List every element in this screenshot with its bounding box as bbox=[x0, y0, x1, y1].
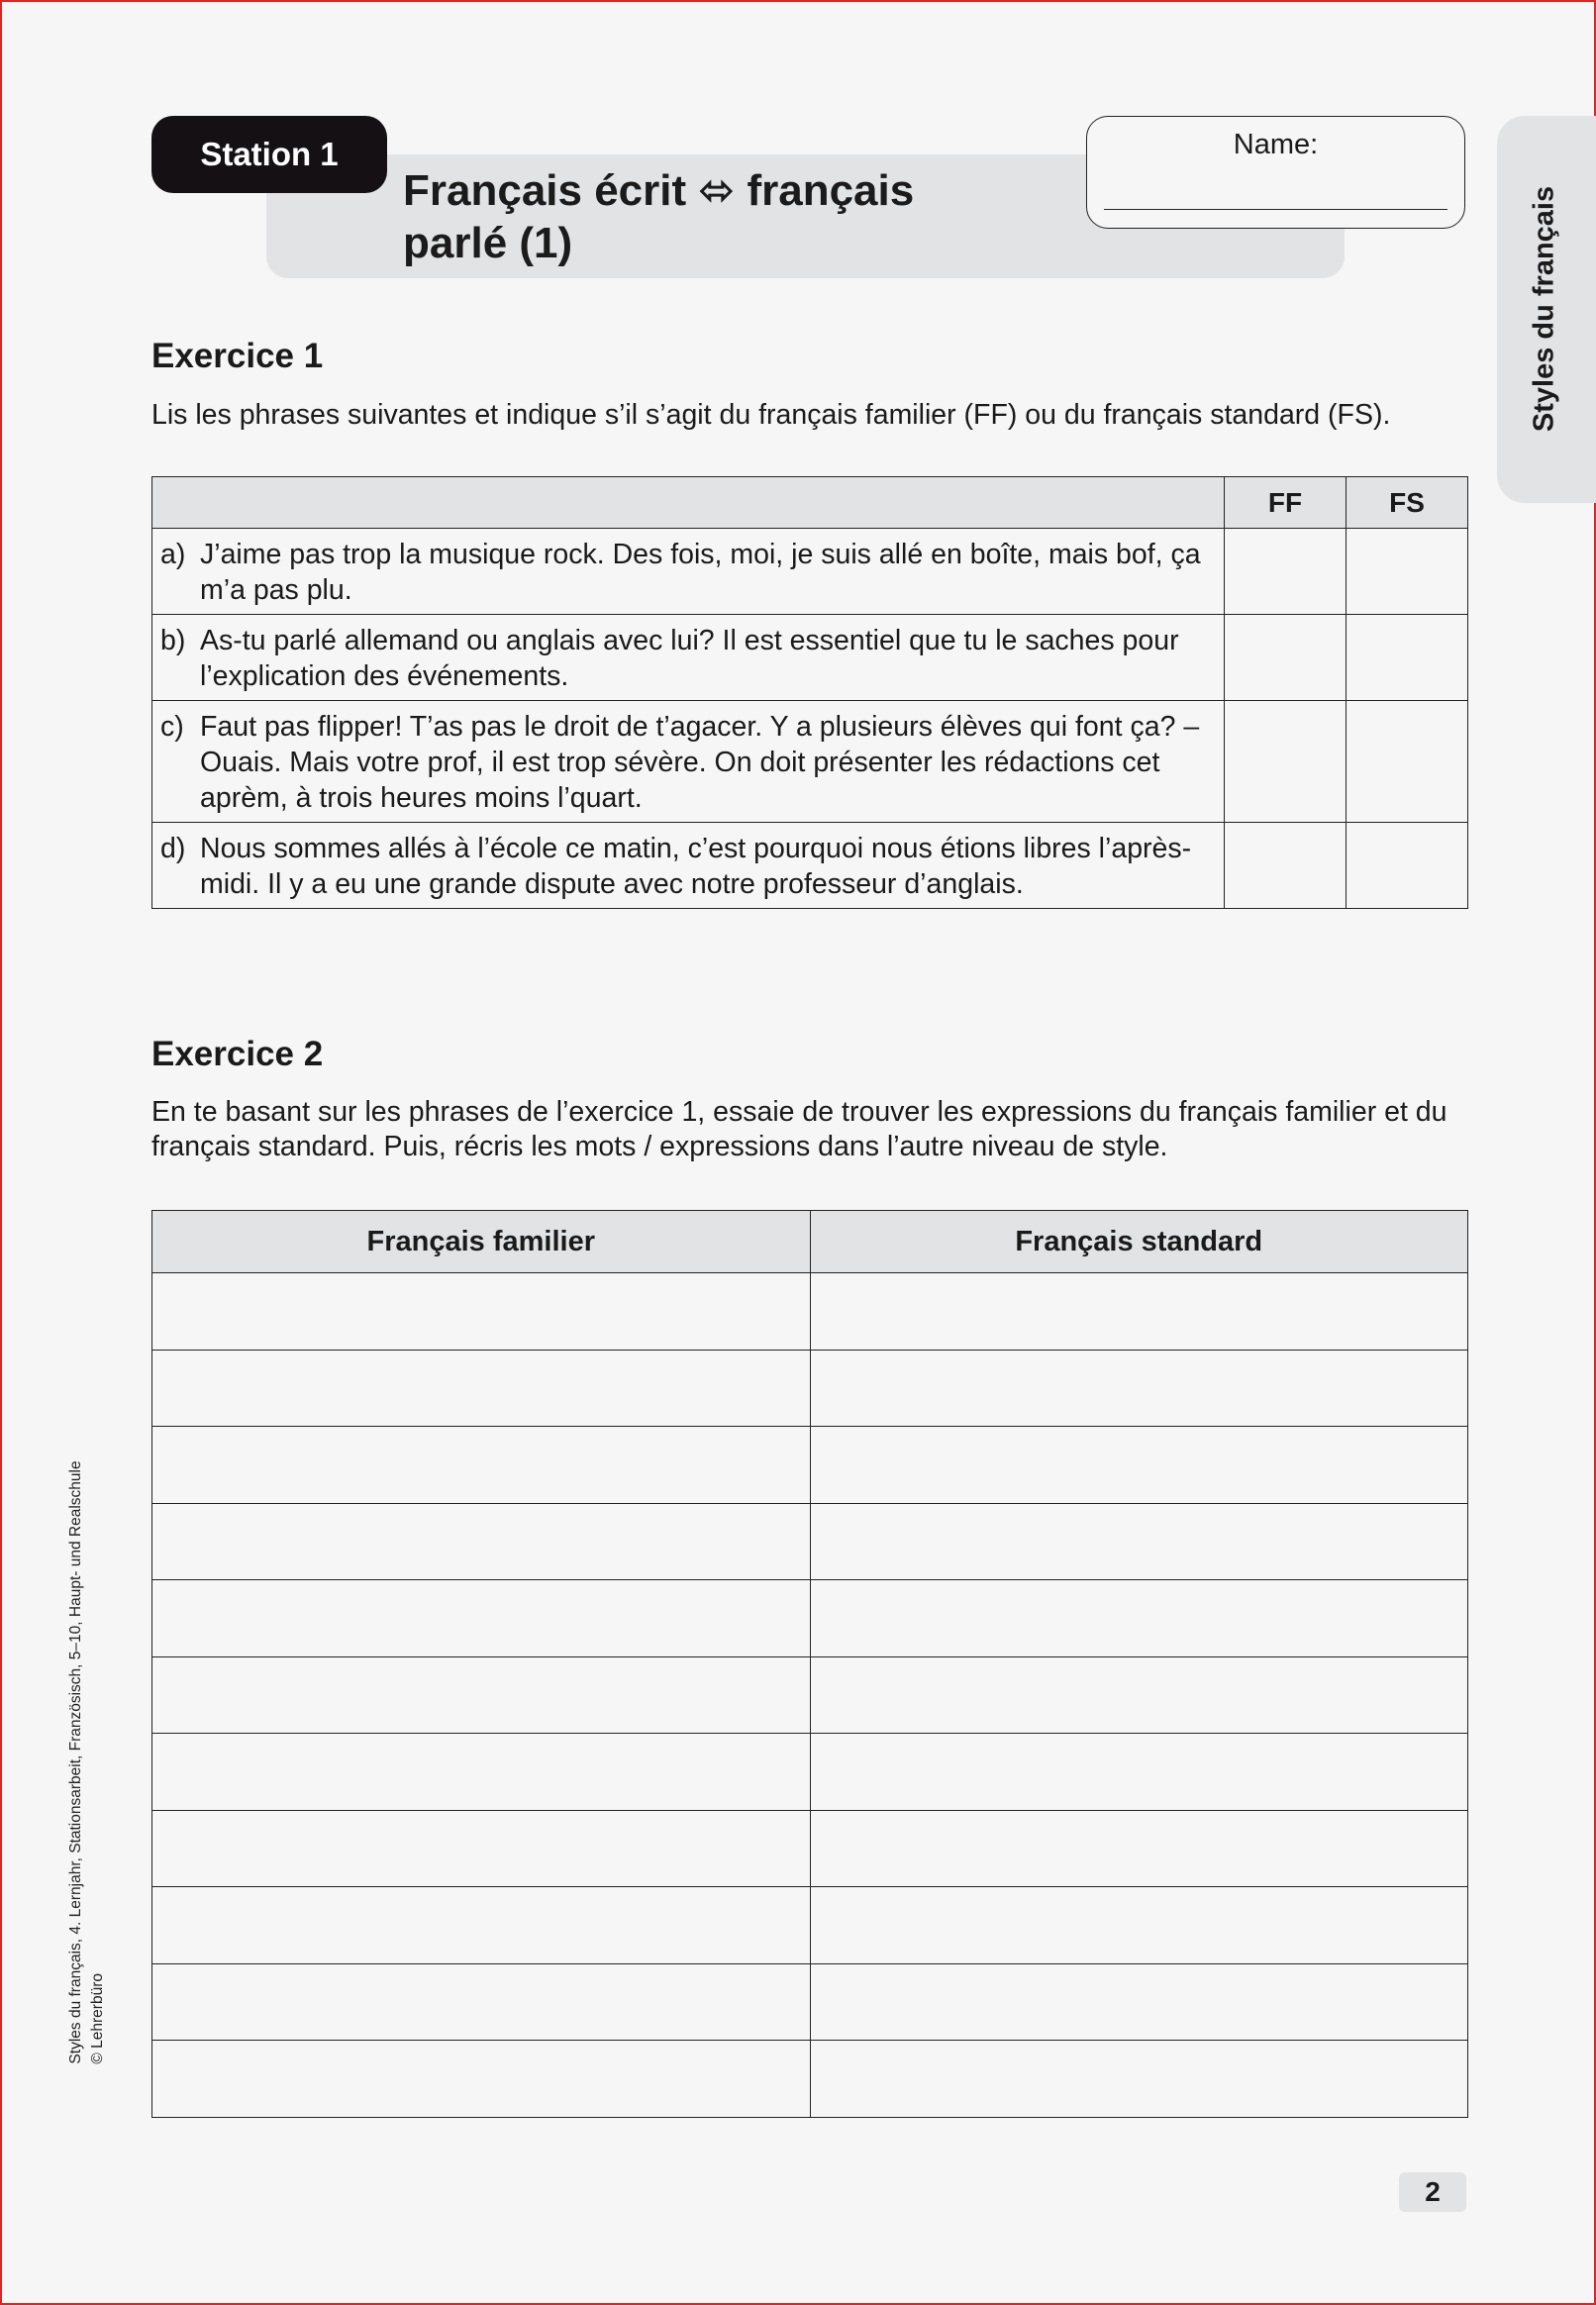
standard-answer-cell[interactable] bbox=[810, 1580, 1468, 1657]
ff-answer-cell[interactable] bbox=[1225, 823, 1347, 909]
sentence-text: Faut pas flipper! T’as pas le droit de t’agacer. Y a plusieurs élèves qui font ça? – Ouais. Mais votre prof, il est trop sévère. On doit présenter les rédactions cet aprèm, à trois heures moins l’quart. bbox=[200, 711, 1200, 814]
exercise1-col-ff: FF bbox=[1225, 477, 1347, 529]
sentence-letter: b) bbox=[160, 625, 186, 656]
familier-answer-cell[interactable] bbox=[152, 1350, 811, 1427]
sentence-text: Nous sommes allés à l’école ce matin, c’est pourquoi nous étions libres l’après-midi. Il y a eu une grande dispute avec notre professeur d’anglais. bbox=[200, 833, 1192, 900]
exercise2-heading: Exercice 2 bbox=[151, 1035, 324, 1073]
sentence-cell bbox=[152, 701, 1225, 823]
familier-answer-cell[interactable] bbox=[152, 1503, 811, 1580]
col-francais-standard: Français standard bbox=[810, 1211, 1468, 1273]
familier-answer-cell[interactable] bbox=[152, 1887, 811, 1964]
fs-answer-cell[interactable] bbox=[1347, 529, 1468, 615]
name-write-line[interactable] bbox=[1104, 209, 1447, 210]
footer-credit bbox=[65, 1460, 109, 2063]
standard-answer-cell[interactable] bbox=[810, 1963, 1468, 2041]
familier-answer-cell[interactable] bbox=[152, 1427, 811, 1504]
sentence-cell bbox=[152, 615, 1225, 701]
exercise1-col-fs: FS bbox=[1347, 477, 1468, 529]
fs-answer-cell[interactable] bbox=[1347, 823, 1468, 909]
table-row bbox=[152, 1580, 1468, 1657]
ff-answer-cell[interactable] bbox=[1225, 615, 1347, 701]
exercise1-table bbox=[151, 476, 1468, 909]
standard-answer-cell[interactable] bbox=[810, 1273, 1468, 1351]
familier-answer-cell[interactable] bbox=[152, 2041, 811, 2118]
sentence-text: As-tu parlé allemand ou anglais avec lui? Il est essentiel que tu le saches pour l’explication des événements. bbox=[200, 625, 1179, 692]
col-francais-familier: Français familier bbox=[152, 1211, 811, 1273]
table-row bbox=[152, 529, 1468, 615]
name-label: Name: bbox=[1233, 129, 1319, 160]
standard-answer-cell[interactable] bbox=[810, 1810, 1468, 1887]
exercise1-header-row bbox=[152, 477, 1468, 529]
table-row bbox=[152, 1810, 1468, 1887]
standard-answer-cell[interactable] bbox=[810, 2041, 1468, 2118]
sentence-letter: a) bbox=[160, 539, 186, 570]
exercise2-body bbox=[152, 1273, 1468, 2118]
table-row bbox=[152, 1734, 1468, 1811]
station-badge: Station 1 bbox=[151, 116, 387, 193]
familier-answer-cell[interactable] bbox=[152, 1810, 811, 1887]
table-row bbox=[152, 1503, 1468, 1580]
table-row bbox=[152, 1273, 1468, 1351]
table-row bbox=[152, 1887, 1468, 1964]
table-row bbox=[152, 1350, 1468, 1427]
sentence-cell bbox=[152, 529, 1225, 615]
exercise2-header-row bbox=[152, 1211, 1468, 1273]
table-row bbox=[152, 1963, 1468, 2041]
standard-answer-cell[interactable] bbox=[810, 1734, 1468, 1811]
fs-answer-cell[interactable] bbox=[1347, 701, 1468, 823]
standard-answer-cell[interactable] bbox=[810, 1887, 1468, 1964]
exercise2-table bbox=[151, 1210, 1468, 2118]
page-title bbox=[403, 164, 997, 269]
footer-credit-line2: © Lehrerbüro bbox=[89, 1973, 106, 2064]
table-row bbox=[152, 615, 1468, 701]
exercise1-heading: Exercice 1 bbox=[151, 337, 324, 375]
exercise1-instruction: Lis les phrases suivantes et indique s’il s’agit du français familier (FF) ou du français standard (FS). bbox=[151, 399, 1391, 431]
table-row bbox=[152, 1427, 1468, 1504]
familier-answer-cell[interactable] bbox=[152, 1734, 811, 1811]
familier-answer-cell[interactable] bbox=[152, 1273, 811, 1351]
standard-answer-cell[interactable] bbox=[810, 1656, 1468, 1734]
standard-answer-cell[interactable] bbox=[810, 1503, 1468, 1580]
name-field-box[interactable] bbox=[1086, 116, 1465, 229]
exercise2-instruction: En te basant sur les phrases de l’exercice 1, essaie de trouver les expressions du français familier et du français standard. Puis, récris les mots / expressions dans l’autre niveau de style. bbox=[151, 1096, 1447, 1162]
page-title-line1: Français écrit ⬄ français bbox=[403, 166, 915, 215]
standard-answer-cell[interactable] bbox=[810, 1350, 1468, 1427]
sentence-letter: d) bbox=[160, 833, 186, 864]
sentence-letter: c) bbox=[160, 711, 184, 743]
exercise1-col-sentence bbox=[152, 477, 1225, 529]
sentence-cell bbox=[152, 823, 1225, 909]
familier-answer-cell[interactable] bbox=[152, 1963, 811, 2041]
page-title-line2: parlé (1) bbox=[403, 219, 573, 267]
side-tab-label: Styles du français bbox=[1528, 185, 1560, 433]
ff-answer-cell[interactable] bbox=[1225, 529, 1347, 615]
table-row bbox=[152, 2041, 1468, 2118]
footer-credit-line1: Styles du français, 4. Lernjahr, Stationsarbeit, Französisch, 5–10, Haupt- und Realschule bbox=[67, 1460, 84, 2064]
fs-answer-cell[interactable] bbox=[1347, 615, 1468, 701]
standard-answer-cell[interactable] bbox=[810, 1427, 1468, 1504]
table-row bbox=[152, 701, 1468, 823]
table-row bbox=[152, 823, 1468, 909]
sentence-text: J’aime pas trop la musique rock. Des fois, moi, je suis allé en boîte, mais bof, ça m’a pas plu. bbox=[200, 539, 1201, 606]
familier-answer-cell[interactable] bbox=[152, 1580, 811, 1657]
familier-answer-cell[interactable] bbox=[152, 1656, 811, 1734]
table-row bbox=[152, 1656, 1468, 1734]
ff-answer-cell[interactable] bbox=[1225, 701, 1347, 823]
page-number: 2 bbox=[1399, 2172, 1466, 2212]
